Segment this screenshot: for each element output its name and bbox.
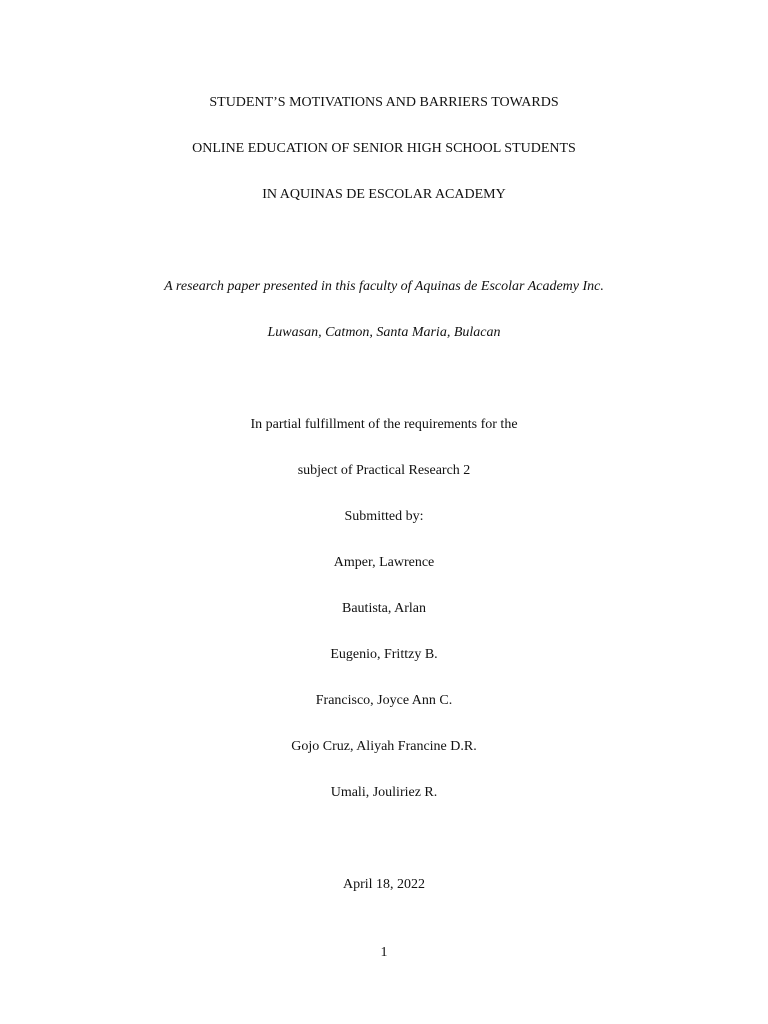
fulfillment-line-2: subject of Practical Research 2 bbox=[297, 463, 471, 478]
presentation-line-2: Luwasan, Catmon, Santa Maria, Bulacan bbox=[267, 325, 501, 340]
author-name: Eugenio, Frittzy B. bbox=[330, 647, 438, 662]
author-name: Francisco, Joyce Ann C. bbox=[315, 693, 453, 708]
presentation-line-1: A research paper presented in this faculty of Aquinas de Escolar Academy Inc. bbox=[164, 279, 604, 294]
submission-date: April 18, 2022 bbox=[342, 877, 426, 892]
title-line-3: IN AQUINAS DE ESCOLAR ACADEMY bbox=[262, 187, 506, 202]
title-line-2: ONLINE EDUCATION OF SENIOR HIGH SCHOOL STUDENTS bbox=[192, 141, 576, 156]
author-name: Gojo Cruz, Aliyah Francine D.R. bbox=[291, 739, 477, 754]
fulfillment-line-1: In partial fulfillment of the requirements for the bbox=[250, 417, 518, 432]
title-line-1: STUDENT’S MOTIVATIONS AND BARRIERS TOWARDS bbox=[209, 95, 559, 110]
author-name: Umali, Jouliriez R. bbox=[330, 785, 438, 800]
author-name: Amper, Lawrence bbox=[333, 555, 435, 570]
page-number: 1 bbox=[380, 945, 388, 960]
author-name: Bautista, Arlan bbox=[342, 601, 426, 616]
submitted-by-label: Submitted by: bbox=[344, 509, 424, 524]
